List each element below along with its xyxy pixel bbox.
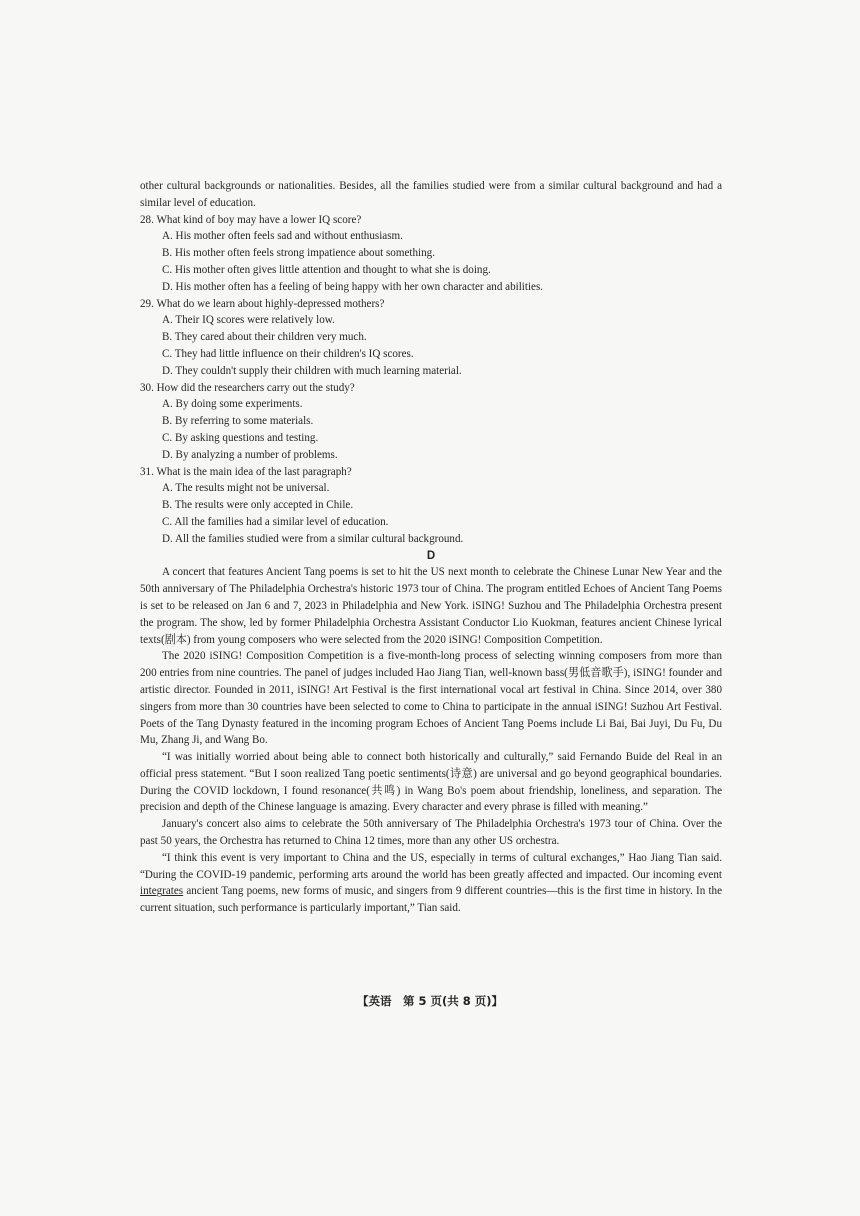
option-b: B. They cared about their children very much. [162,331,367,344]
question-28 [140,212,722,296]
option-a: A. By doing some experiments. [162,398,303,411]
question-stem: 31. What is the main idea of the last paragraph? [140,465,352,478]
question-29 [140,296,722,380]
option-c: C. They had little influence on their children's IQ scores. [162,347,414,360]
question-30 [140,380,722,464]
underlined-word: integrates [140,885,184,898]
option-c: C. His mother often gives little attention and thought to what she is doing. [162,263,491,276]
question-stem: 28. What kind of boy may have a lower IQ score? [140,213,362,226]
intro-paragraph: other cultural backgrounds or nationalities. Besides, all the families studied were from a similar cultural background and had a similar level of education. [140,180,722,209]
question-stem: 30. How did the researchers carry out the study? [140,381,355,394]
option-c: C. All the families had a similar level of education. [162,515,389,528]
option-b: B. By referring to some materials. [162,415,314,428]
option-a: A. His mother often feels sad and without enthusiasm. [162,230,403,243]
question-stem: 29. What do we learn about highly-depressed mothers? [140,297,385,310]
option-a: A. Their IQ scores were relatively low. [162,314,335,327]
page-footer: 【英语 第 5 页(共 8 页)】 [356,994,504,1008]
option-d: D. By analyzing a number of problems. [162,448,338,461]
option-b: B. The results were only accepted in Chile. [162,499,354,512]
passage-paragraph-4: January's concert also aims to celebrate the 50th anniversary of The Philadelphia Orchestra's 1973 tour of China. Over the past 50 years, the Orchestra has returned to China 12 times, more than any other US orchestra. [140,818,722,848]
option-d: D. They couldn't supply their children with much learning material. [162,364,462,377]
option-d: D. His mother often has a feeling of being happy with her own character and abilities. [162,280,544,293]
page-content [140,178,722,917]
paragraph-text: “I think this event is very important to China and the US, especially in terms of cultural exchanges,” Hao Jiang Tian said. “During the COVID-19 pandemic, performing arts around the world has been greatly affected and impacted. Our incoming event [140,851,722,881]
section-heading: D [426,549,436,562]
option-b: B. His mother often feels strong impatience about something. [162,247,435,260]
question-31 [140,464,722,548]
passage-paragraph-5 [140,850,722,917]
paragraph-text: ancient Tang poems, new forms of music, and singers from 9 different countries—this is the first time in history. In the current situation, such performance is particularly important,” Tian said. [140,885,722,915]
passage-paragraph-2: The 2020 iSING! Composition Competition is a five-month-long process of selecting winning composers from more than 200 entries from nine countries. The panel of judges included Hao Jiang Tian, well-known bass(男低音歌手), iSING! founder and artistic director. Founded in 2011, iSING! Art Festival is the first international vocal art festival in China. Since 2014, over 380 singers from more than 30 countries have been selected to come to China to participate in the annual iSING! Suzhou Art Festival. Poets of the Tang Dynasty featured in the incoming program Echoes of Ancient Tang Poems include Li Bai, Bai Juyi, Du Fu, Du Mu, Zhang Ji, and Wang Bo. [140,650,722,747]
passage-paragraph-1: A concert that features Ancient Tang poems is set to hit the US next month to celebrate the Chinese Lunar New Year and the 50th anniversary of The Philadelphia Orchestra's historic 1973 tour of China. The program entitled Echoes of Ancient Tang Poems is set to be released on Jan 6 and 7, 2023 in Philadelphia and New York. iSING! Suzhou and The Philadelphia Orchestra present the program. The show, led by former Philadelphia Orchestra Assistant Conductor Lio Kuokman, features ancient Chinese lyrical texts(剧本) from young composers who were selected from the 2020 iSING! Composition Competition. [140,566,722,646]
option-c: C. By asking questions and testing. [162,431,319,444]
option-a: A. The results might not be universal. [162,482,330,495]
passage-paragraph-3: “I was initially worried about being able to connect both historically and culturally,” said Fernando Buide del Real in an official press statement. “But I soon realized Tang poetic sentiments(诗意) are universal and go beyond geographical boundaries. During the COVID lockdown, I found resonance(共鸣) in Wang Bo's poem about friendship, loneliness, and separation. The precision and depth of the Chinese language is amazing. Every character and every phrase is filled with meaning.” [140,751,722,814]
option-d: D. All the families studied were from a similar cultural background. [162,532,464,545]
